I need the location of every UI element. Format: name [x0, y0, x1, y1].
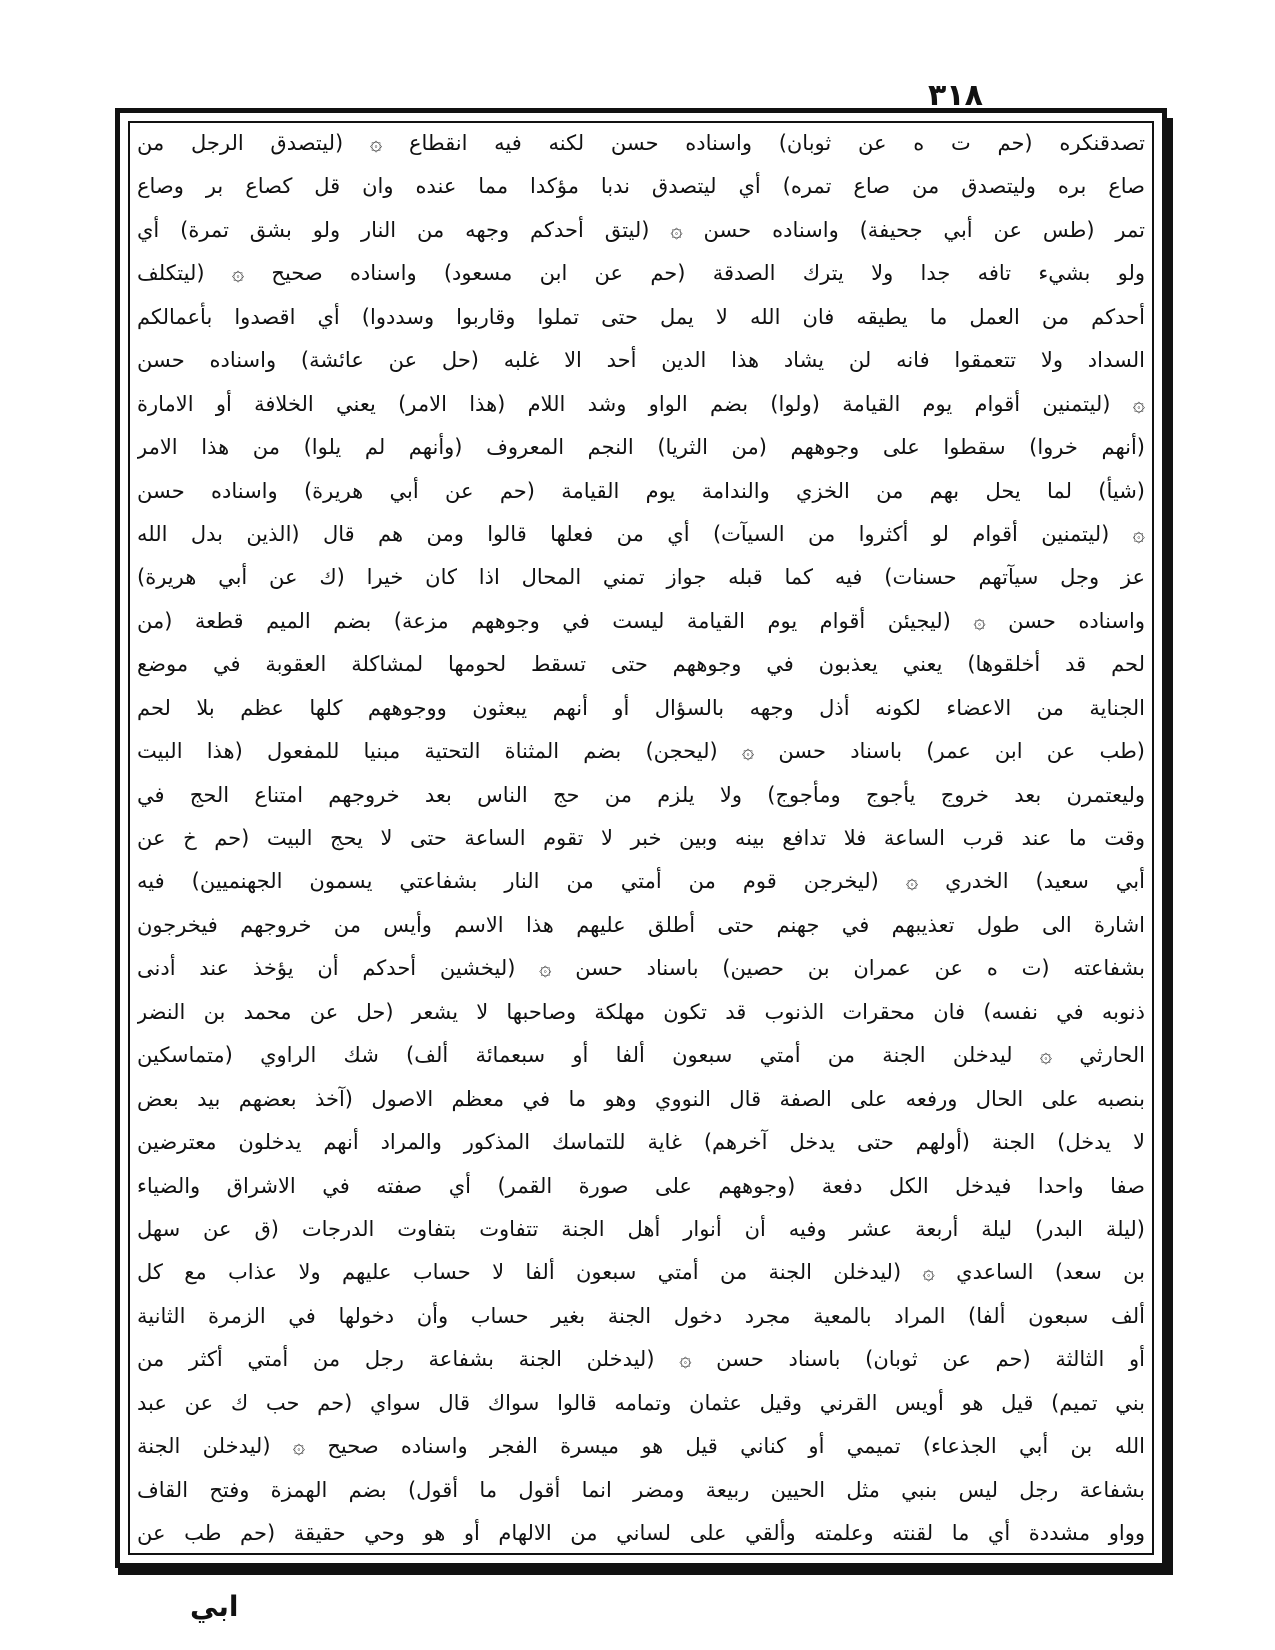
text-line: أحدكم من العمل ما يطيقه فان الله لا يمل حتى تملوا وقاربوا وسددوا) أي اقصدوا بأعمالكم: [137, 304, 1145, 329]
text-line: بشفاعة رجل ليس بنبي مثل الحيين ربيعة ومضر انما أقول ما أقول) بضم الهمزة وفتح القاف: [137, 1477, 1145, 1502]
text-line: الله بن أبي الجذعاء) تميمي أو كناني قيل هو ميسرة الفجر واسناده صحيح ۞ (ليدخلن الجنة: [137, 1434, 1145, 1459]
text-line: عز وجل سيآتهم حسنات) فيه كما قبله جواز تمني المحال اذا كان خيرا (ك عن أبي هريرة): [137, 565, 1145, 590]
text-line: ذنوبه في نفسه) فان محقرات الذنوب قد تكون مهلكة وصاحبها لا يشعر (حل عن محمد بن النضر: [137, 999, 1145, 1024]
text-line: ۞ (ليتمنين أقوام يوم القيامة (ولوا) بضم الواو وشد اللام (هذا الامر) يعني الخلافة أو الامارة: [137, 391, 1145, 416]
text-line: صفا واحدا فيدخل الكل دفعة (وجوههم على صورة القمر) أي صفته في الاشراق والضياء: [137, 1173, 1145, 1198]
text-line: بني تميم) قيل هو أويس القرني وقيل عثمان وتمامه قالوا سواك قال سواي (حم حب ك عن عبد: [137, 1390, 1145, 1415]
catchword: ابي: [190, 1590, 239, 1623]
text-line: (ليلة البدر) ليلة أربعة عشر وفيه أن أنوار أهل الجنة تتفاوت بتفاوت الدرجات (ق عن سهل: [137, 1216, 1145, 1241]
text-line: بشفاعته (ت ه عن عمران بن حصين) باسناد حسن ۞ (ليخشين أحدكم أن يؤخذ عند أدنى: [137, 956, 1145, 981]
text-line: صاع بره وليتصدق من صاع تمره) أي ليتصدق ندبا مؤكدا مما عنده وان قل كصاع بر وصاع: [137, 174, 1145, 199]
text-block: [137, 128, 1145, 1548]
text-line: أو الثالثة (حم عن ثوبان) باسناد حسن ۞ (ليدخلن الجنة بشفاعة رجل من أمتي أكثر من: [137, 1347, 1145, 1372]
text-line: (أنهم خروا) سقطوا على وجوههم (من الثريا) النجم المعروف (وأنهم لم يلوا) من هذا الامر: [137, 435, 1145, 460]
text-line: وليعتمرن بعد خروج يأجوج ومأجوج) ولا يلزم من حج الناس بعد خروجهم امتناع الحج في: [137, 782, 1145, 807]
text-line: وواو مشددة أي ما لقنته وعلمته وألقي على لساني من الالهام أو هو وحي حقيقة (حم طب عن: [137, 1521, 1145, 1545]
text-line: السداد ولا تتعمقوا فانه لن يشاد هذا الدين أحد الا غلبه (حل عن عائشة) واسناده حسن: [137, 348, 1145, 373]
text-line: ألف سبعون ألفا) المراد بالمعية مجرد دخول الجنة بغير حساب وأن دخولها في الزمرة الثانية: [137, 1303, 1145, 1328]
text-line: بن سعد) الساعدي ۞ (ليدخلن الجنة من أمتي سبعون ألفا لا حساب عليهم ولا عذاب مع كل: [137, 1260, 1145, 1285]
text-line: ولو بشيء تافه جدا ولا يترك الصدقة (حم عن ابن مسعود) واسناده صحيح ۞ (ليتكلف: [137, 261, 1145, 286]
text-line: تمر (طس عن أبي جحيفة) واسناده حسن ۞ (ليتق أحدكم وجهه من النار ولو بشق تمرة) أي: [137, 217, 1145, 242]
text-line: بنصبه على الحال ورفعه على الصفة قال النووي وهو ما في معظم الاصول (آخذ بعضهم بيد بعض: [137, 1086, 1145, 1111]
text-line: ۞ (ليتمنين أقوام لو أكثروا من السيآت) أي من فعلها قالوا ومن هم قال (الذين بدل الله: [137, 521, 1145, 546]
text-line: (طب عن ابن عمر) باسناد حسن ۞ (ليحجن) بضم المثناة التحتية مبنيا للمفعول (هذا البيت: [137, 739, 1145, 764]
text-line: الجناية من الاعضاء لكونه أذل وجهه بالسؤال أو أنهم يبعثون ووجوههم كلها عظم بلا لحم: [137, 695, 1145, 720]
page-number: ٣١٨: [928, 78, 983, 113]
text-line: لحم قد أخلقوها) يعني يعذبون في وجوههم حتى تسقط لحومها لمشاكلة العقوبة في موضع: [137, 652, 1145, 677]
text-line: لا يدخل) الجنة (أولهم حتى يدخل آخرهم) غاية للتماسك المذكور والمراد أنهم يدخلون معترضين: [137, 1130, 1145, 1155]
text-line: أبي سعيد) الخدري ۞ (ليخرجن قوم من أمتي من النار بشفاعتي يسمون الجهنميين) فيه: [137, 869, 1145, 894]
text-line: (شيأ) لما يحل بهم من الخزي والندامة يوم القيامة (حم عن أبي هريرة) واسناده حسن: [137, 478, 1145, 503]
text-line: الحارثي ۞ ليدخلن الجنة من أمتي سبعون ألفا أو سبعمائة ألف) شك الراوي (متماسكين: [137, 1043, 1145, 1068]
text-line: تصدقنكره (حم ت ه عن ثوبان) واسناده حسن لكنه فيه انقطاع ۞ (ليتصدق الرجل من: [137, 131, 1145, 155]
text-line: واسناده حسن ۞ (ليجيئن أقوام يوم القيامة ليست في وجوههم مزعة) بضم الميم قطعة (من: [137, 608, 1145, 633]
text-line: وقت ما عند قرب الساعة فلا تدافع بينه وبين خبر لا تقوم الساعة حتى لا يحج البيت (حم خ عن: [137, 826, 1145, 850]
text-line: اشارة الى طول تعذيبهم في جهنم حتى أطلق عليهم هذا الاسم وأيس من خروجهم فيخرجون: [137, 912, 1145, 937]
